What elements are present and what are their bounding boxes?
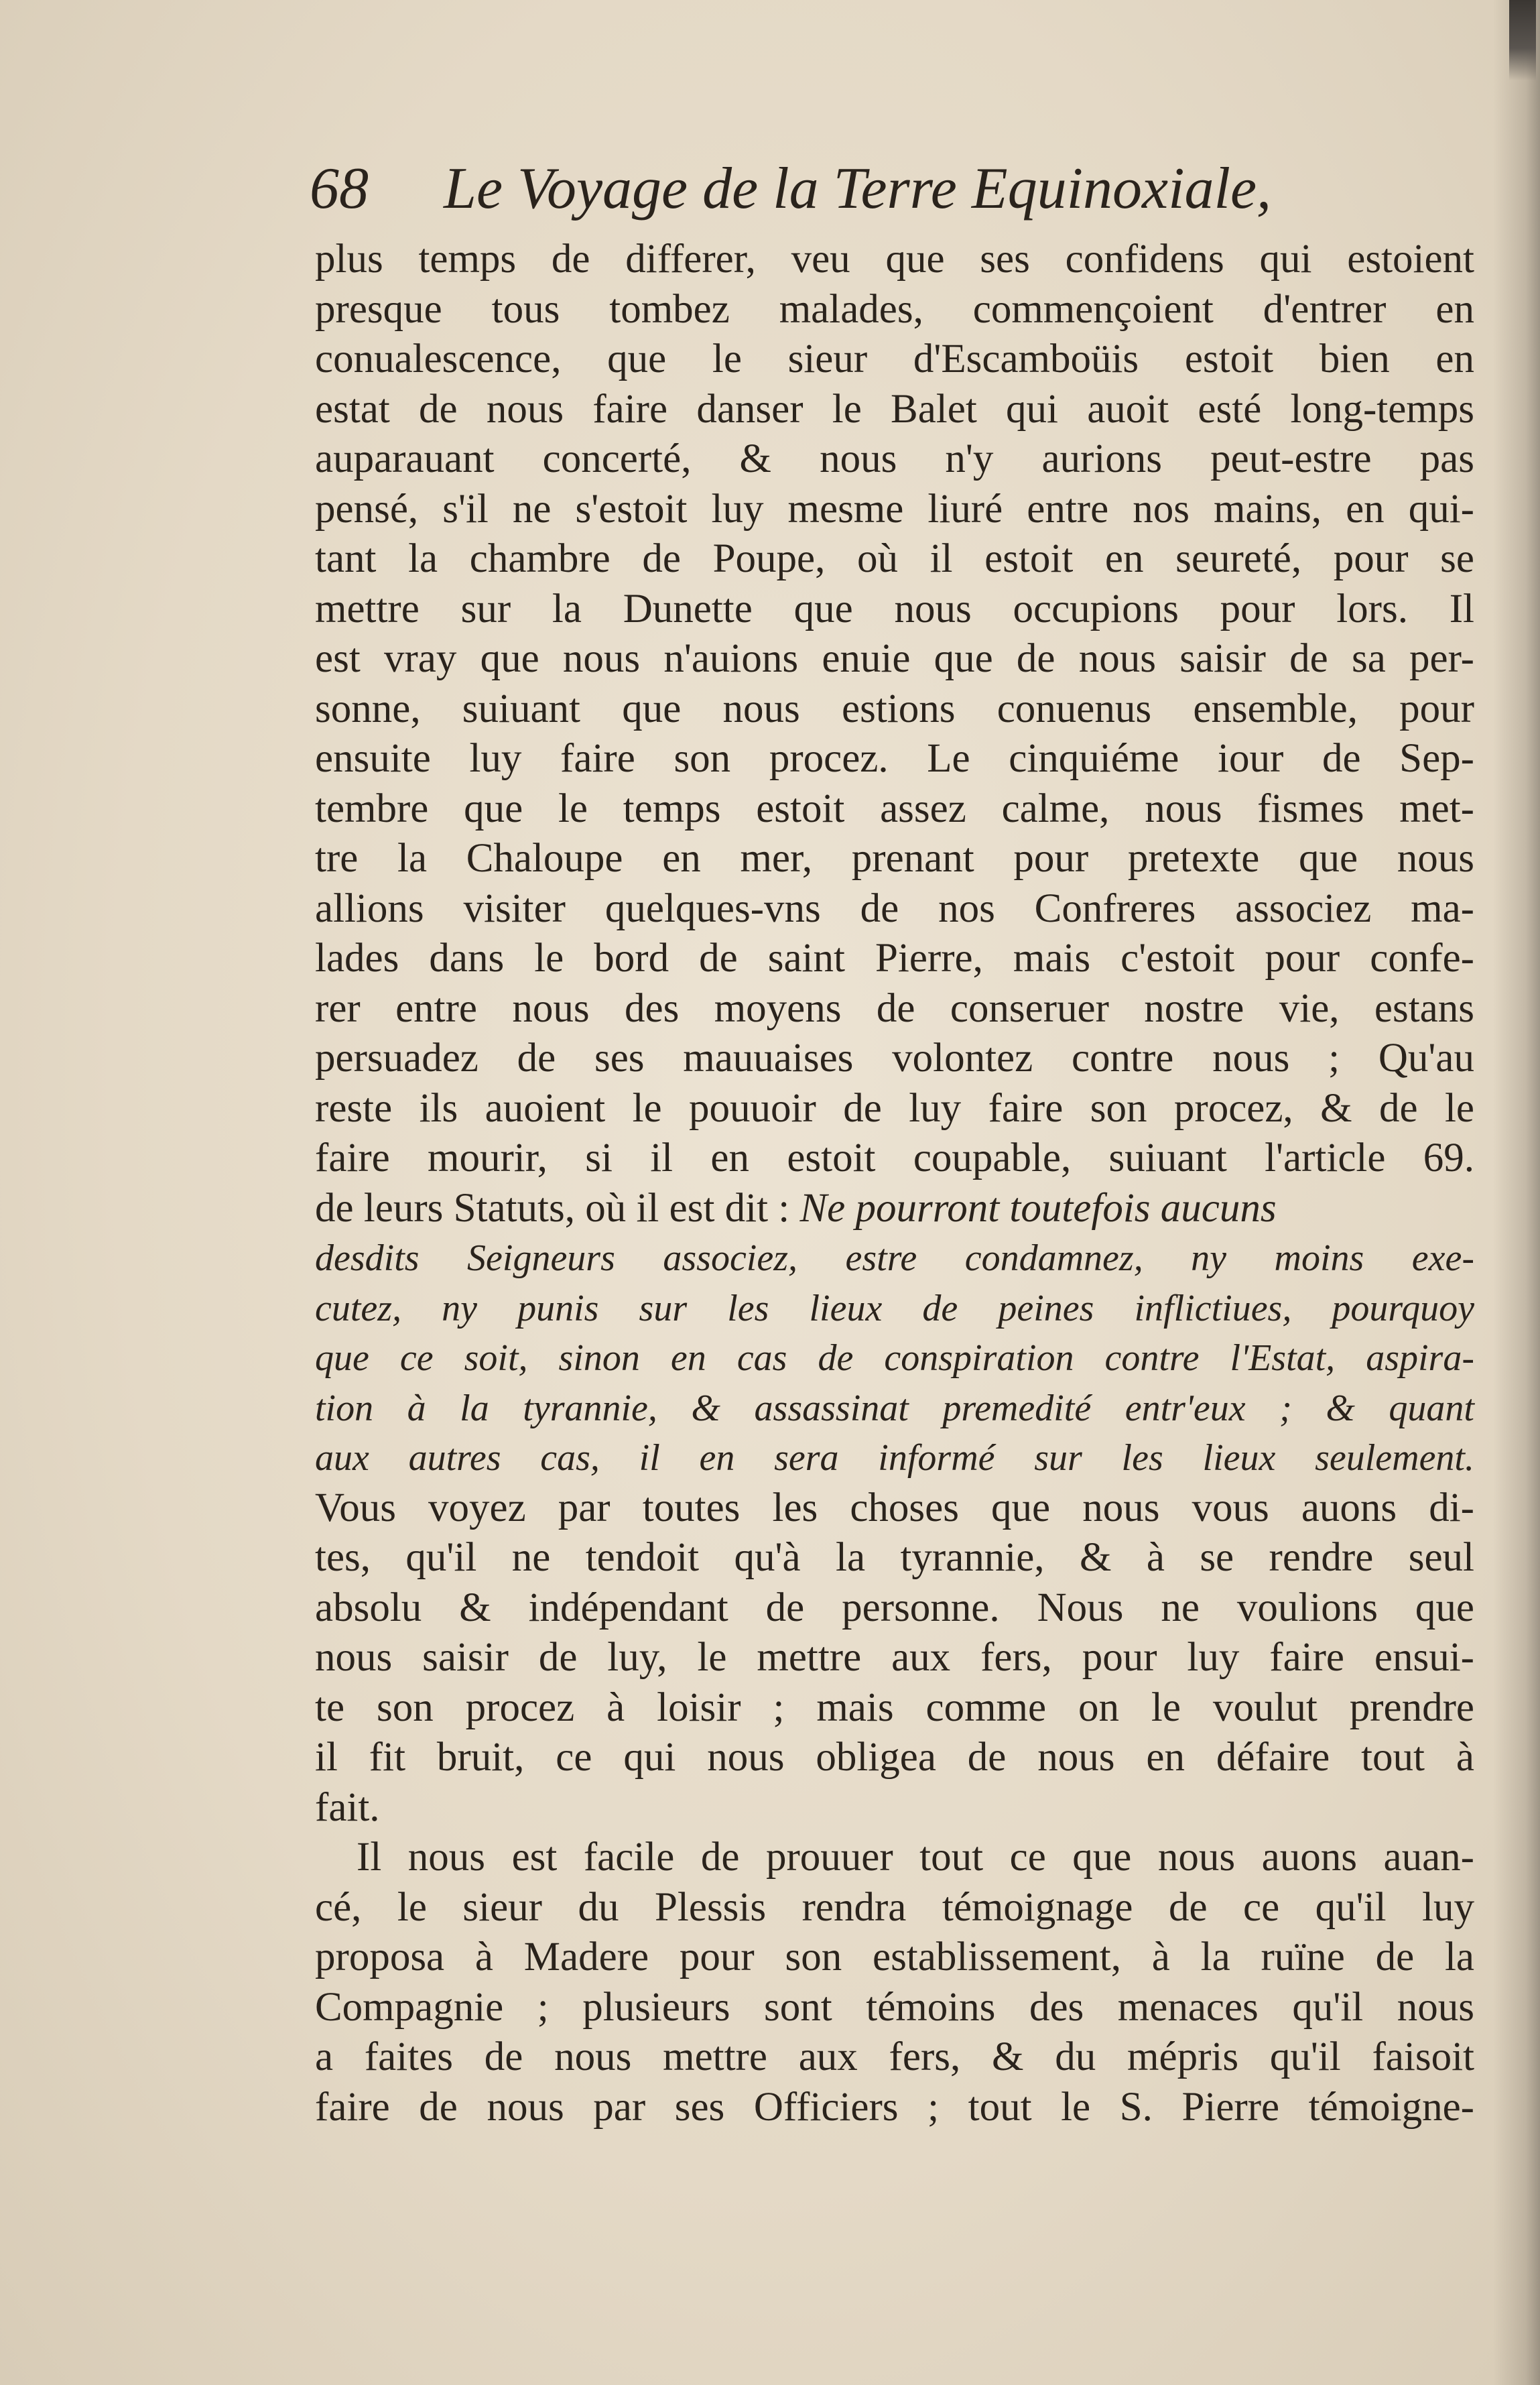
page-header	[310, 149, 1355, 229]
text-line: Vous voyez par toutes les choses que nous vous auons di-	[315, 1485, 1474, 1530]
text-line: ensuite luy faire son procez. Le cinquiéme iour de Sep-	[315, 736, 1474, 781]
page-edge-shadow	[1493, 0, 1540, 2385]
text-line: pensé, s'il ne s'estoit luy mesme liuré entre nos mains, en qui-	[315, 486, 1474, 532]
text-line: de leurs Statuts, où il est dit :	[315, 1185, 790, 1231]
text-line: rer entre nous des moyens de conseruer nostre vie, estans	[315, 985, 1474, 1031]
paragraph-2-line: cé, le sieur du Plessis rendra témoignage de ce qu'il luy	[315, 1884, 1474, 1930]
text-line: persuadez de ses mauuaises volontez contre nous ; Qu'au	[315, 1036, 1474, 1081]
running-title: Le Voyage de la Terre Equinoxiale,	[444, 156, 1272, 221]
text-line: auparauant concerté, & nous n'y aurions peut-estre pas	[315, 436, 1474, 481]
paragraph-2-line: faire de nous par ses Officiers ; tout le S. Pierre témoigne-	[315, 2084, 1474, 2130]
text-line: tembre que le temps estoit assez calme, nous fismes met-	[315, 786, 1474, 831]
text-line: lades dans le bord de saint Pierre, mais c'estoit pour confe-	[315, 936, 1474, 981]
text-line: est vray que nous n'auions enuie que de nous saisir de sa per-	[315, 636, 1474, 681]
page-number: 68	[310, 156, 369, 221]
quote-line: que ce soit, sinon en cas de conspiration contre l'Estat, aspira-	[315, 1337, 1474, 1379]
text-line: sonne, suiuant que nous estions conuenus ensemble, pour	[315, 686, 1474, 731]
text-line-with-quote	[315, 1184, 1474, 1234]
quote-line: tion à la tyrannie, & assassinat premedité entr'eux ; & quant	[315, 1387, 1474, 1429]
quote-start: Ne pourront toutefois aucuns	[799, 1185, 1277, 1231]
text-line: fait.	[315, 1784, 380, 1830]
body-text	[315, 235, 1474, 2132]
text-line: il fit bruit, ce qui nous obligea de nous en défaire tout à	[315, 1735, 1474, 1780]
paragraph-2-line: a faites de nous mettre aux fers, & du mépris qu'il faisoit	[315, 2034, 1474, 2079]
text-line: estat de nous faire danser le Balet qui auoit esté long-temps	[315, 386, 1474, 432]
text-line: presque tous tombez malades, commençoient d'entrer en	[315, 286, 1474, 332]
text-line: tre la Chaloupe en mer, prenant pour pretexte que nous	[315, 836, 1474, 881]
quote-line: desdits Seigneurs associez, estre condamnez, ny moins exe-	[315, 1237, 1474, 1279]
text-line: conualescence, que le sieur d'Escamboüis estoit bien en	[315, 337, 1474, 381]
text-line: faire mourir, si il en estoit coupable, suiuant l'article 69.	[315, 1136, 1474, 1180]
paragraph-2-line: proposa à Madere pour son establissement, à la ruïne de la	[315, 1935, 1474, 1979]
text-line: tes, qu'il ne tendoit qu'à la tyrannie, & à se rendre seul	[315, 1535, 1474, 1580]
text-line: absolu & indépendant de personne. Nous ne voulions que	[315, 1585, 1474, 1630]
quote-line: cutez, ny punis sur les lieux de peines inflictiues, pourquoy	[315, 1287, 1474, 1329]
paragraph-2-line: Il nous est facile de prouuer tout ce que nous auons auan-	[357, 1835, 1474, 1880]
text-line: allions visiter quelques-vns de nos Confreres associez ma-	[315, 885, 1474, 931]
text-line: reste ils auoient le pouuoir de luy faire son procez, & de le	[315, 1085, 1474, 1131]
quote-line: aux autres cas, il en sera informé sur les lieux seulement.	[315, 1437, 1474, 1479]
scan-corner-mark	[1509, 0, 1536, 80]
text-line: tant la chambre de Poupe, où il estoit en seureté, pour se	[315, 536, 1474, 581]
text-line: mettre sur la Dunette que nous occupions pour lors. Il	[315, 586, 1474, 631]
paragraph-2-line: Compagnie ; plusieurs sont témoins des menaces qu'il nous	[315, 1984, 1474, 2030]
text-line: te son procez à loisir ; mais comme on le voulut prendre	[315, 1685, 1474, 1730]
text-line: nous saisir de luy, le mettre aux fers, pour luy faire ensui-	[315, 1635, 1474, 1680]
text-line: plus temps de differer, veu que ses confidens qui estoient	[315, 237, 1474, 282]
